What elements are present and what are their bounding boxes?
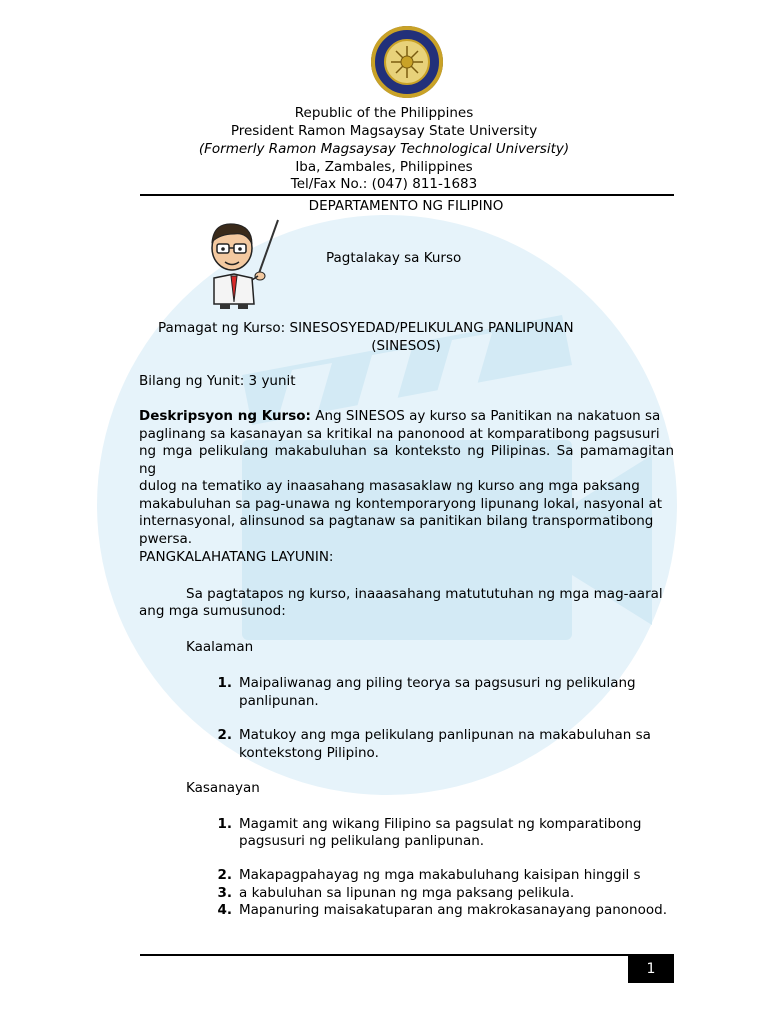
header-rule [140, 194, 674, 196]
list-item: pagsusuri ng pelikulang panlipunan. [239, 833, 485, 849]
description-line: Ang SINESOS ay kurso sa Panitikan na nakatuon sa [315, 408, 661, 424]
description-line: internasyonal, alinsunod sa pagtanaw sa panitikan bilang transpormatibong [139, 513, 654, 529]
description-line: dulog na tematiko ay inaasahang masasaklaw ng kurso ang mga paksang [139, 478, 640, 494]
description-line: ng mga pelikulang makabuluhan sa konteksto ng Pilipinas. Sa pamamagitan ng [139, 443, 674, 477]
list-number: 1. [217, 675, 232, 691]
list-item: Maipaliwanag ang piling teorya sa pagsusuri ng pelikulang [239, 675, 636, 691]
course-title-value: SINESOSYEDAD/PELIKULANG PANLIPUNAN [289, 320, 574, 336]
header-republic: Republic of the Philippines [294, 105, 474, 121]
list-number: 2. [217, 727, 232, 743]
list-item: kontekstong Pilipino. [239, 745, 379, 761]
footer-rule [140, 954, 674, 956]
header-university: President Ramon Magsaysay State University [230, 123, 538, 139]
description-line: makabuluhan sa pag-unawa ng kontemporaryong lipunang lokal, nasyonal at [139, 495, 663, 512]
skills-heading: Kasanayan [186, 780, 260, 796]
list-item: Mapanuring maisakatuparan ang makrokasanayang panonood. [239, 902, 667, 918]
list-number: 1. [217, 816, 232, 832]
course-units: Bilang ng Yunit: 3 yunit [139, 373, 296, 389]
list-item: a kabuluhan sa lipunan ng mga paksang pelikula. [239, 885, 575, 901]
department-name: DEPARTAMENTO NG FILIPINO [308, 198, 504, 214]
document-title: Pagtalakay sa Kurso [326, 250, 462, 266]
list-number: 2. [217, 867, 232, 883]
objectives-intro-line: Sa pagtatapos ng kurso, inaaasahang matututuhan ng mga mag-aaral [186, 586, 663, 602]
list-item: panlipunan. [239, 693, 319, 709]
list-item: Magamit ang wikang Filipino sa pagsulat ng komparatibong [239, 816, 642, 832]
description-line: paglinang sa kasanayan sa kritikal na panonood at komparatibong pagsusuri [139, 425, 660, 442]
knowledge-heading: Kaalaman [186, 639, 254, 655]
header-formerly: (Formerly Ramon Magsaysay Technological University) [198, 141, 570, 157]
objectives-intro-line: ang mga sumusunod: [139, 603, 286, 619]
university-seal-icon [362, 24, 452, 100]
list-number: 4. [217, 902, 232, 918]
course-title-line [158, 320, 574, 338]
course-description [139, 408, 674, 548]
teacher-pointer-icon [200, 218, 282, 310]
header-address: Iba, Zambales, Philippines [295, 159, 473, 175]
objectives-heading: PANGKALAHATANG LAYUNIN: [139, 549, 334, 565]
description-label: Deskripsyon ng Kurso: [139, 408, 311, 424]
list-item: Makapagpahayag ng mga makabuluhang kaisipan hinggil s [239, 867, 641, 883]
description-line: pwersa. [139, 530, 193, 547]
list-number: 3. [217, 885, 232, 901]
course-title-label: Pamagat ng Kurso: [158, 320, 286, 336]
header-telfax: Tel/Fax No.: (047) 811-1683 [290, 176, 478, 192]
list-item: Matukoy ang mga pelikulang panlipunan na makabuluhan sa [239, 727, 651, 743]
course-abbrev: (SINESOS) [371, 338, 441, 354]
page-number: 1 [628, 955, 674, 983]
